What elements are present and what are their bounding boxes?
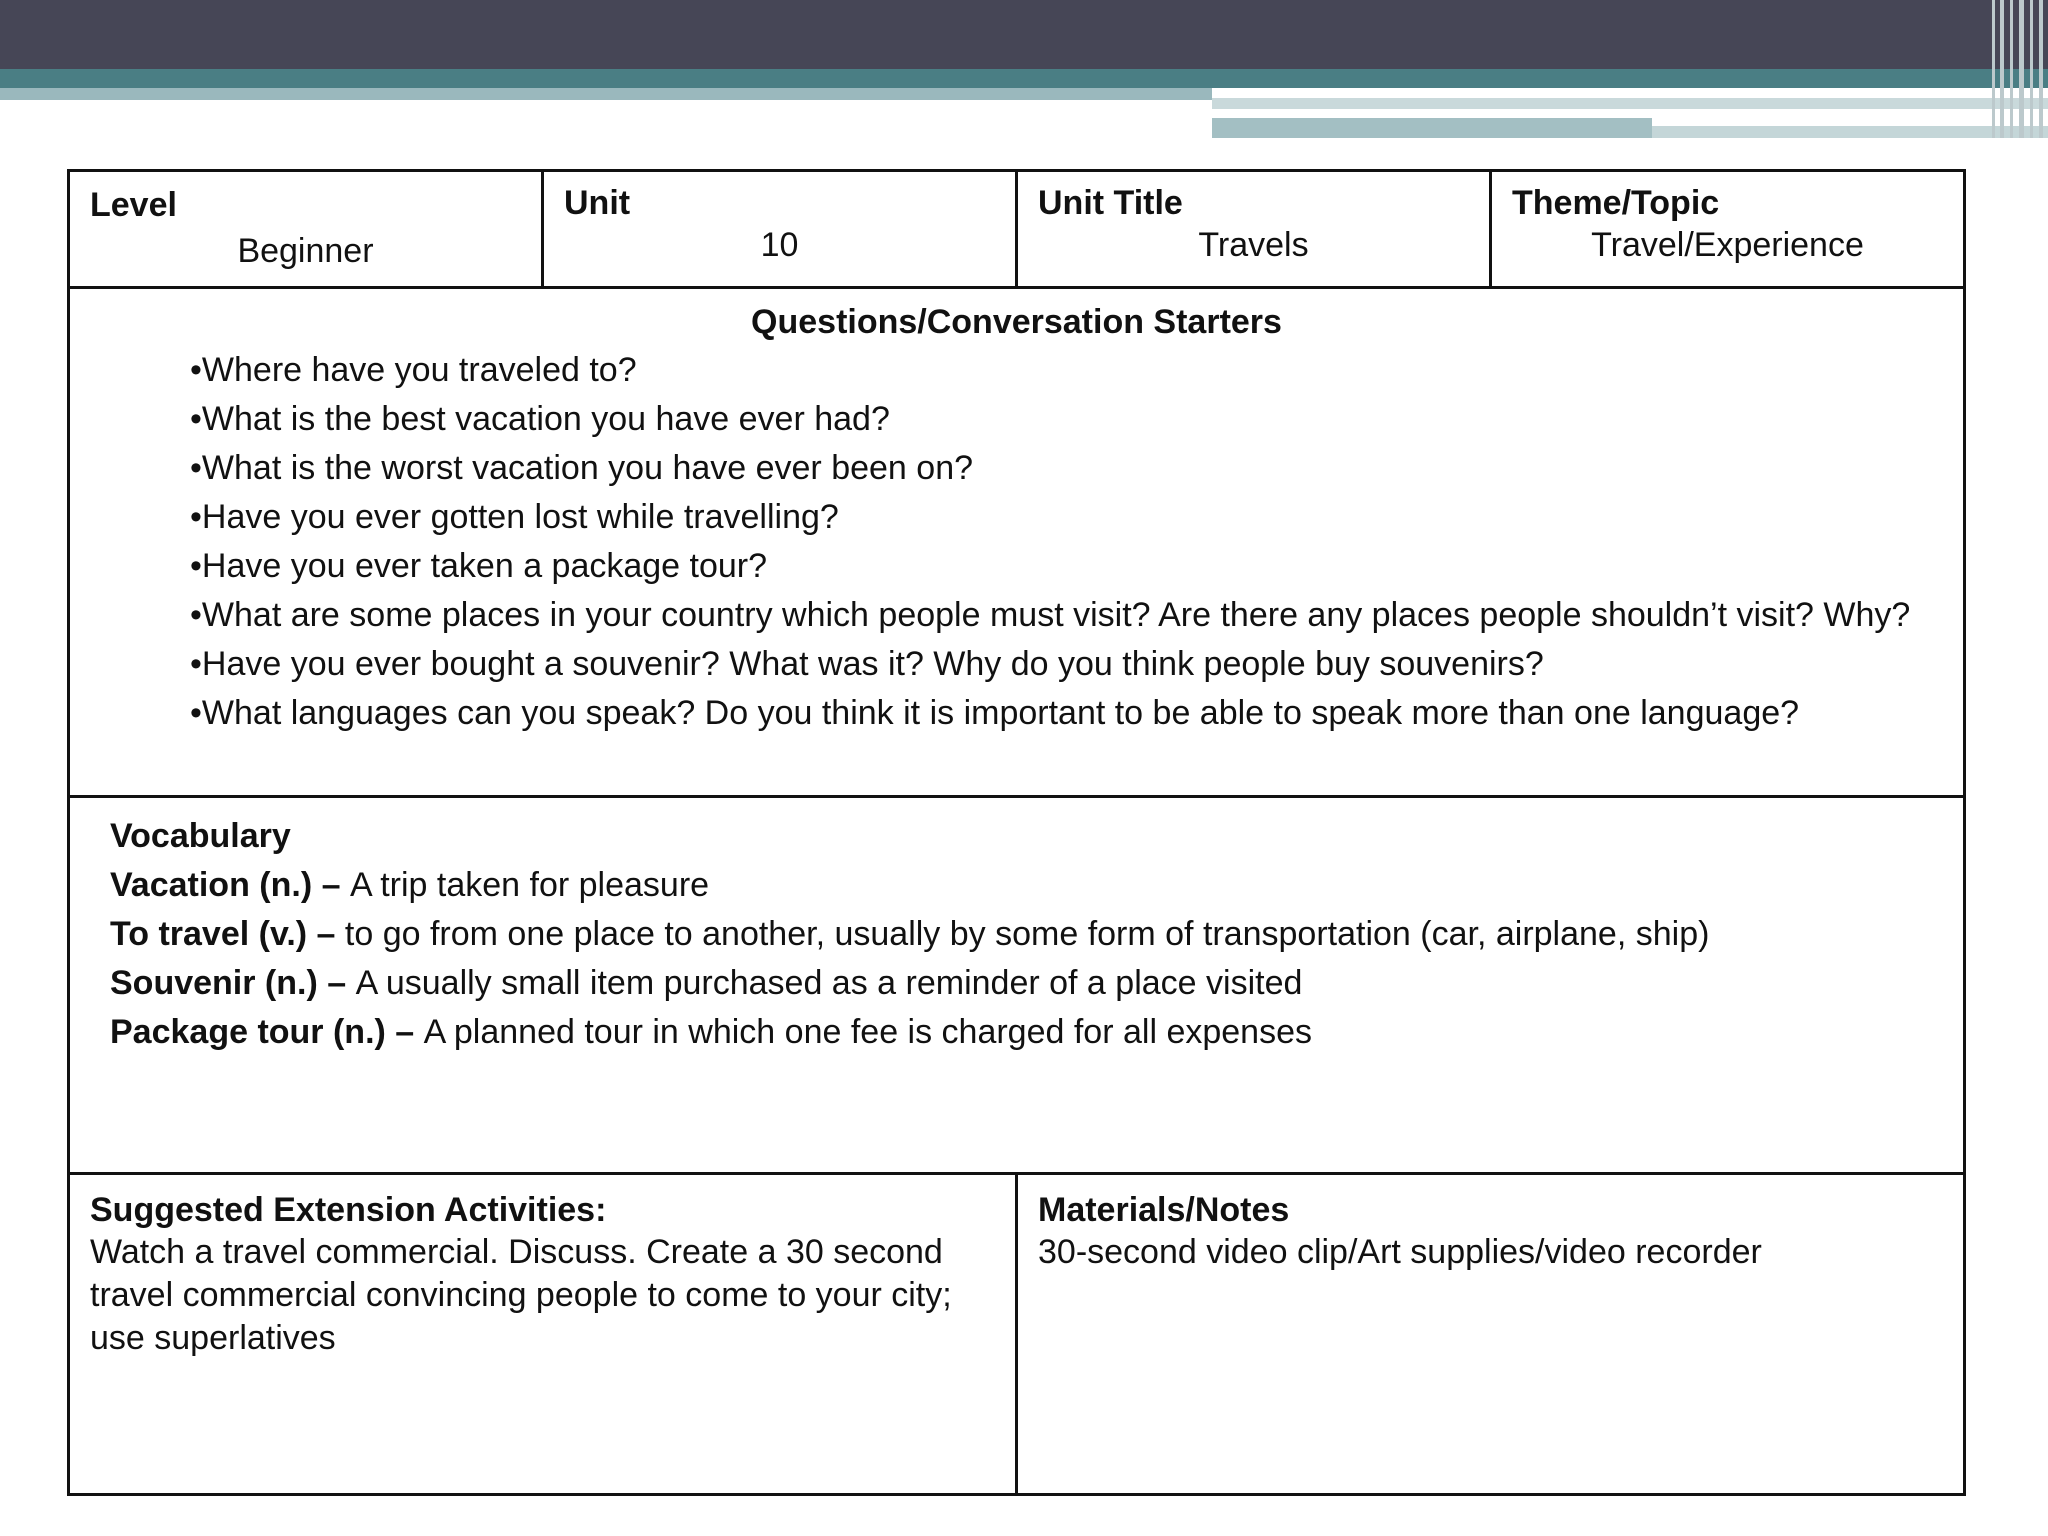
lesson-plan-table — [67, 169, 1966, 1496]
header-band-dark — [0, 0, 2048, 69]
question-item: •What languages can you speak? Do you think it is important to be able to speak more than one language? — [190, 694, 1800, 732]
vocabulary-term: To travel (v.) – — [110, 915, 345, 953]
header-band-teal — [0, 69, 2048, 88]
header-band-accent — [1212, 118, 1652, 138]
level-value: Beginner — [237, 232, 374, 270]
theme-value: Travel/Experience — [1591, 226, 1864, 264]
question-item: •Have you ever gotten lost while travelling? — [190, 498, 839, 536]
question-item: •What is the best vacation you have ever had? — [190, 400, 890, 438]
vocabulary-entry — [110, 910, 1943, 959]
question-item: •What is the worst vacation you have ever been on? — [190, 449, 974, 487]
unit-title-cell — [1017, 171, 1491, 288]
header-row — [69, 171, 1965, 288]
extension-title: Suggested Extension Activities: — [90, 1191, 607, 1229]
unit-label: Unit — [564, 184, 631, 222]
question-item: •Where have you traveled to? — [190, 351, 637, 389]
vocabulary-definition: to go from one place to another, usually by some form of transportation (car, airplane, ship) — [344, 915, 1710, 953]
vocabulary-entry — [110, 1008, 1943, 1057]
materials-title: Materials/Notes — [1038, 1191, 1290, 1229]
vocabulary-entry — [110, 959, 1943, 1008]
question-item: •Have you ever bought a souvenir? What was it? Why do you think people buy souvenirs? — [190, 645, 1544, 683]
unit-value: 10 — [760, 226, 799, 264]
vocabulary-term: Package tour (n.) – — [110, 1013, 424, 1051]
vocabulary-row — [69, 797, 1965, 1174]
vocabulary-definition: A planned tour in which one fee is charged for all expenses — [423, 1013, 1312, 1051]
activities-row — [69, 1174, 1965, 1495]
questions-row — [69, 288, 1965, 797]
vocabulary-definition: A usually small item purchased as a reminder of a place visited — [355, 964, 1303, 1002]
unit-title-value: Travels — [1198, 226, 1309, 264]
unit-cell — [543, 171, 1017, 288]
vocabulary-definition: A trip taken for pleasure — [349, 866, 710, 904]
questions-list — [70, 346, 1963, 738]
header-stripes — [1988, 0, 2048, 138]
questions-cell — [69, 288, 1965, 797]
theme-label: Theme/Topic — [1512, 184, 1720, 222]
extension-cell — [69, 1174, 1017, 1495]
extension-text: Watch a travel commercial. Discuss. Create a 30 second travel commercial convincing people to come to your city; use superlatives — [90, 1233, 952, 1357]
materials-cell — [1017, 1174, 1965, 1495]
level-cell — [69, 171, 543, 288]
questions-title: Questions/Conversation Starters — [751, 303, 1282, 341]
vocabulary-entry — [110, 861, 1943, 910]
vocabulary-term: Vacation (n.) – — [110, 866, 350, 904]
unit-title-label: Unit Title — [1038, 184, 1183, 222]
materials-text: 30-second video clip/Art supplies/video recorder — [1038, 1233, 1762, 1271]
header-band-accent — [1212, 98, 2048, 109]
question-item: •Have you ever taken a package tour? — [190, 547, 768, 585]
vocabulary-cell — [69, 797, 1965, 1174]
level-label: Level — [90, 186, 177, 224]
header-band-light — [0, 88, 1212, 100]
vocabulary-title: Vocabulary — [110, 817, 291, 855]
question-item: •What are some places in your country which people must visit? Are there any places people shouldn’t visit? Why? — [190, 596, 1911, 634]
vocabulary-term: Souvenir (n.) – — [110, 964, 356, 1002]
theme-cell — [1491, 171, 1965, 288]
